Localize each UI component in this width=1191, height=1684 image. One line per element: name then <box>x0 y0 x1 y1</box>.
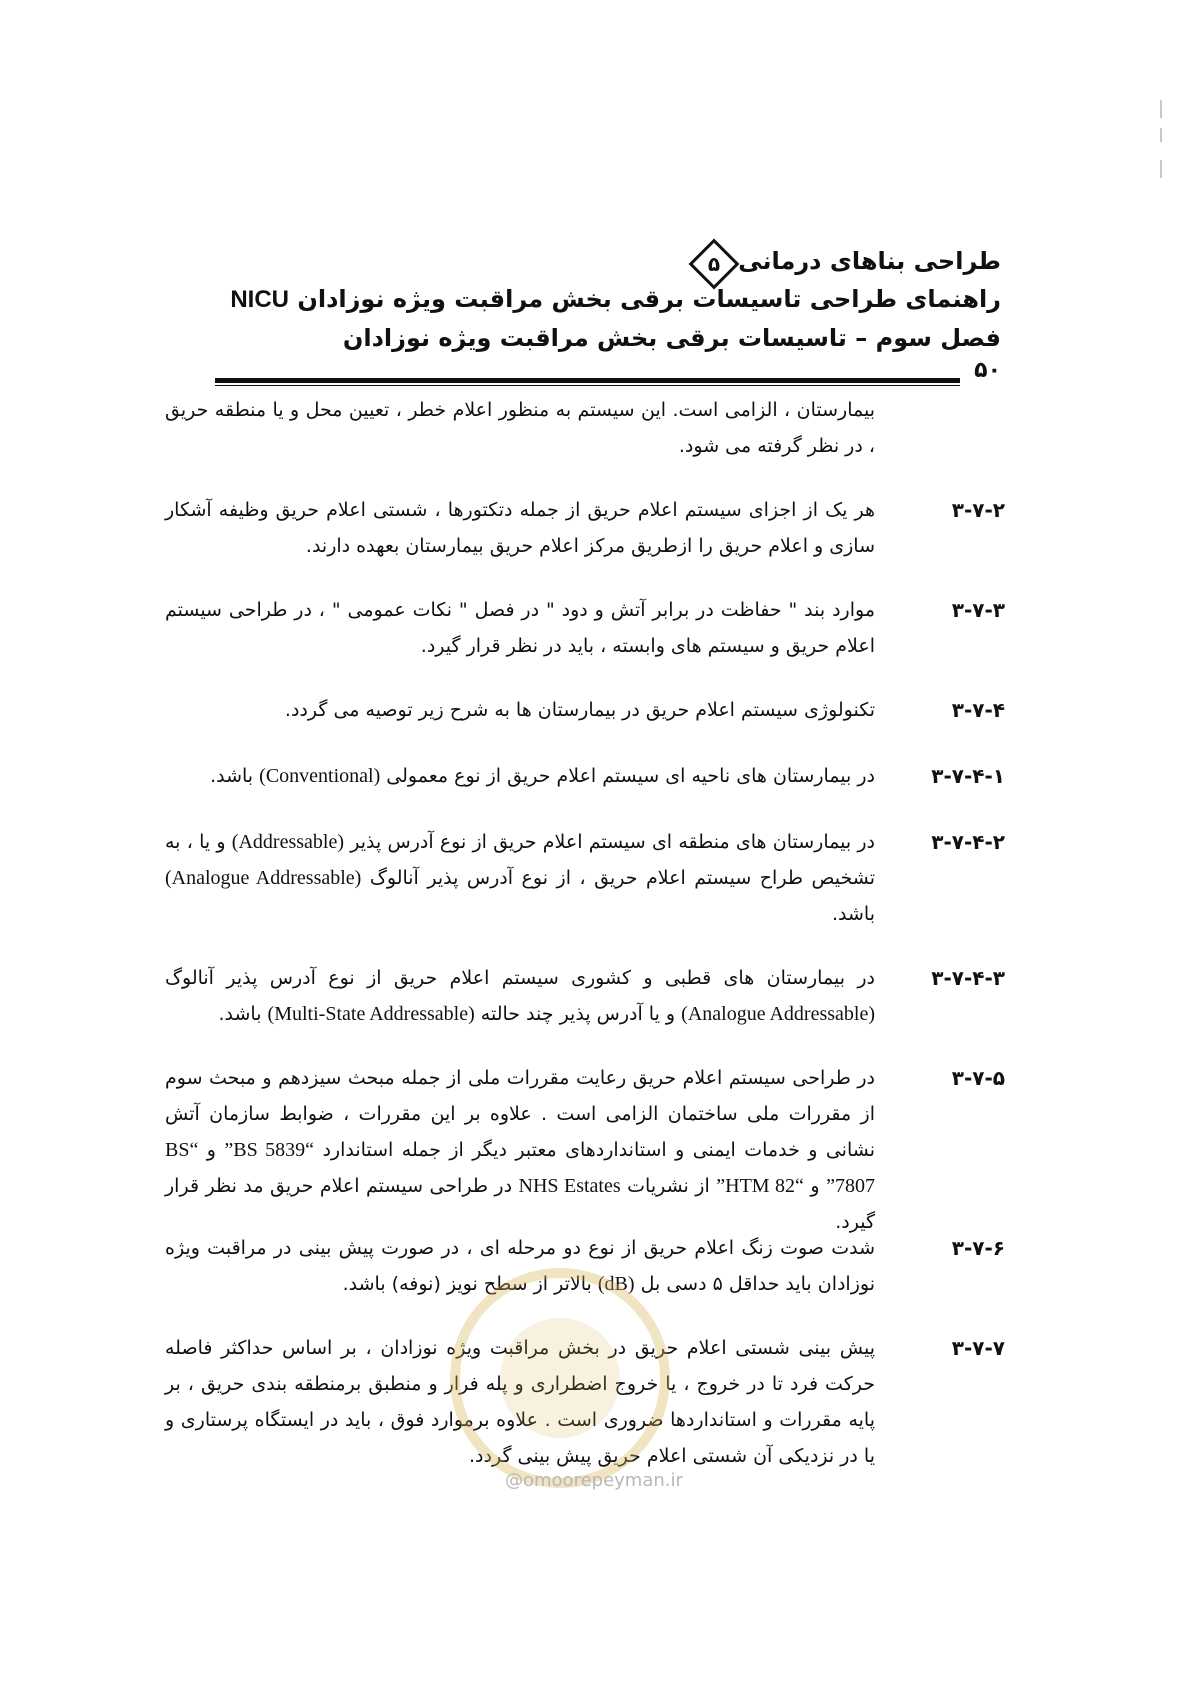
clause-number: ۳-۷-۳ <box>951 598 1005 622</box>
latin-term: (Analogue Addressable) <box>165 867 362 889</box>
latin-term: (Multi-State Addressable) <box>267 1003 475 1025</box>
text-run: در بیمارستان های قطبی و کشوری سیستم اعلام حریق از نوع آدرس پذیر آنالوگ <box>165 967 875 989</box>
watermark-handle: @omoorepeyman.ir <box>505 1470 683 1491</box>
latin-term: (Analogue Addressable) <box>681 1003 875 1025</box>
clause-text: موارد بند " حفاظت در برابر آتش و دود " در فصل " نکات عمومی " ، در طراحی سیستم اعلام حریق و سیستم های وابسته ، باید در نظر قرار گیرد. <box>165 599 875 657</box>
text-run: از نشریات <box>627 1175 710 1197</box>
clause-number: ۳-۷-۴-۲ <box>931 830 1005 854</box>
text-run: شدت صوت زنگ اعلام حریق از نوع دو مرحله ای ، در صورت پیش بینی در مراقبت ویژه نوزادان باید حداقل ۵ دسی بل <box>165 1237 875 1295</box>
clause-text: هر یک از اجزای سیستم اعلام حریق از جمله دتکتورها ، شستی اعلام حریق وظیفه آشکار سازی و اعلام حریق را ازطریق مرکز اعلام حریق بیمارستان بعهده دارند. <box>165 499 875 557</box>
guide-acronym: NICU <box>230 286 289 313</box>
series-number: ۵ <box>708 252 721 276</box>
watermark-seal-center <box>500 1318 620 1438</box>
latin-term: “BS 5839” <box>224 1139 315 1161</box>
clause-text <box>165 1060 875 1240</box>
latin-term: (dB) <box>597 1273 635 1295</box>
clause-number: ۳-۷-۵ <box>951 1066 1005 1090</box>
series-label: طراحی بناهای درمانی <box>738 247 1001 275</box>
series-line <box>281 242 1001 280</box>
clause-text <box>165 758 875 794</box>
clause-number: ۳-۷-۲ <box>951 498 1005 522</box>
clause-number: ۳-۷-۷ <box>951 1336 1005 1360</box>
clause-number: ۳-۷-۴-۳ <box>931 966 1005 990</box>
text-run: باشد. <box>831 903 875 925</box>
text-run: در بیمارستان های ناحیه ای سیستم اعلام حریق از نوع معمولی <box>386 765 875 787</box>
clause-text: پیش بینی شستی اعلام حریق در بخش مراقبت ویژه نوزادان ، بر اساس حداکثر فاصله حرکت فرد تا در خروج ، یا خروج اضطراری و پله فرار و منطبق برمنطقه بندی حریق ، بر پایه مقررات و استانداردها ضروری است . علاوه برموارد فوق ، باید در ایستگاه پرستاری و یا در نزدیکی آن شستی اعلام حریق پیش بینی گردد. <box>165 1337 875 1467</box>
latin-term: NHS Estates <box>518 1175 621 1197</box>
clause-text <box>165 824 875 932</box>
chapter-title: فصل سوم – تاسیسات برقی بخش مراقبت ویژه نوزادان <box>342 324 1001 352</box>
text-run: باشد. <box>218 1003 262 1025</box>
latin-term: (Conventional) <box>259 765 381 787</box>
header-rule-thin <box>215 385 960 386</box>
latin-term: “BS 7807” <box>165 1139 875 1197</box>
text-run: در طراحی سیستم اعلام حریق مد نظر قرار گیرد. <box>165 1175 875 1233</box>
text-run: و <box>810 1175 820 1197</box>
scan-edge-mark <box>1160 160 1162 178</box>
clause-text <box>165 960 875 1032</box>
running-header <box>230 242 1001 357</box>
latin-term: “HTM 82” <box>716 1175 804 1197</box>
scan-edge-mark <box>1160 128 1162 142</box>
guide-title-line <box>230 280 1001 319</box>
page-number: ۵۰ <box>974 358 1001 383</box>
header-rule-thick <box>215 378 960 383</box>
clause-text: تکنولوژی سیستم اعلام حریق در بیمارستان ها به شرح زیر توصیه می گردد. <box>284 699 875 721</box>
text-run: و یا آدرس پذیر چند حالته <box>480 1003 676 1025</box>
text-run: و یا ، به تشخیص طراح سیستم اعلام حریق ، از نوع آدرس پذیر آنالوگ <box>165 831 875 889</box>
clause-number: ۳-۷-۴-۱ <box>931 764 1005 788</box>
text-run: در بیمارستان های منطقه ای سیستم اعلام حریق از نوع آدرس پذیر <box>350 831 875 853</box>
watermark-seal-icon <box>450 1268 670 1488</box>
text-run: بالاتر از سطح نویز (نوفه) باشد. <box>342 1273 592 1295</box>
text-run: و <box>206 1139 216 1161</box>
latin-term: (Addressable) <box>231 831 344 853</box>
text-run: در طراحی سیستم اعلام حریق رعایت مقررات ملی از جمله مبحث سیزدهم و مبحث سوم از مقررات ملی ساختمان الزامی است . علاوه بر این مقررات ، ضوابط سازمان آتش نشانی و خدمات ایمنی و استانداردهای معتبر دیگر از جمله استاندارد <box>165 1067 875 1161</box>
clause-number: ۳-۷-۶ <box>951 1236 1005 1260</box>
guide-title: راهنمای طراحی تاسیسات برقی بخش مراقبت ویژه نوزادان <box>297 285 1001 313</box>
scan-edge-mark <box>1160 100 1162 118</box>
clause-number: ۳-۷-۴ <box>951 698 1005 722</box>
paragraph-text: بیمارستان ، الزامی است. این سیستم به منظور اعلام خطر ، تعیین محل و یا منطقه حریق ، در نظر گرفته می شود. <box>165 399 875 457</box>
text-run: باشد. <box>210 765 254 787</box>
